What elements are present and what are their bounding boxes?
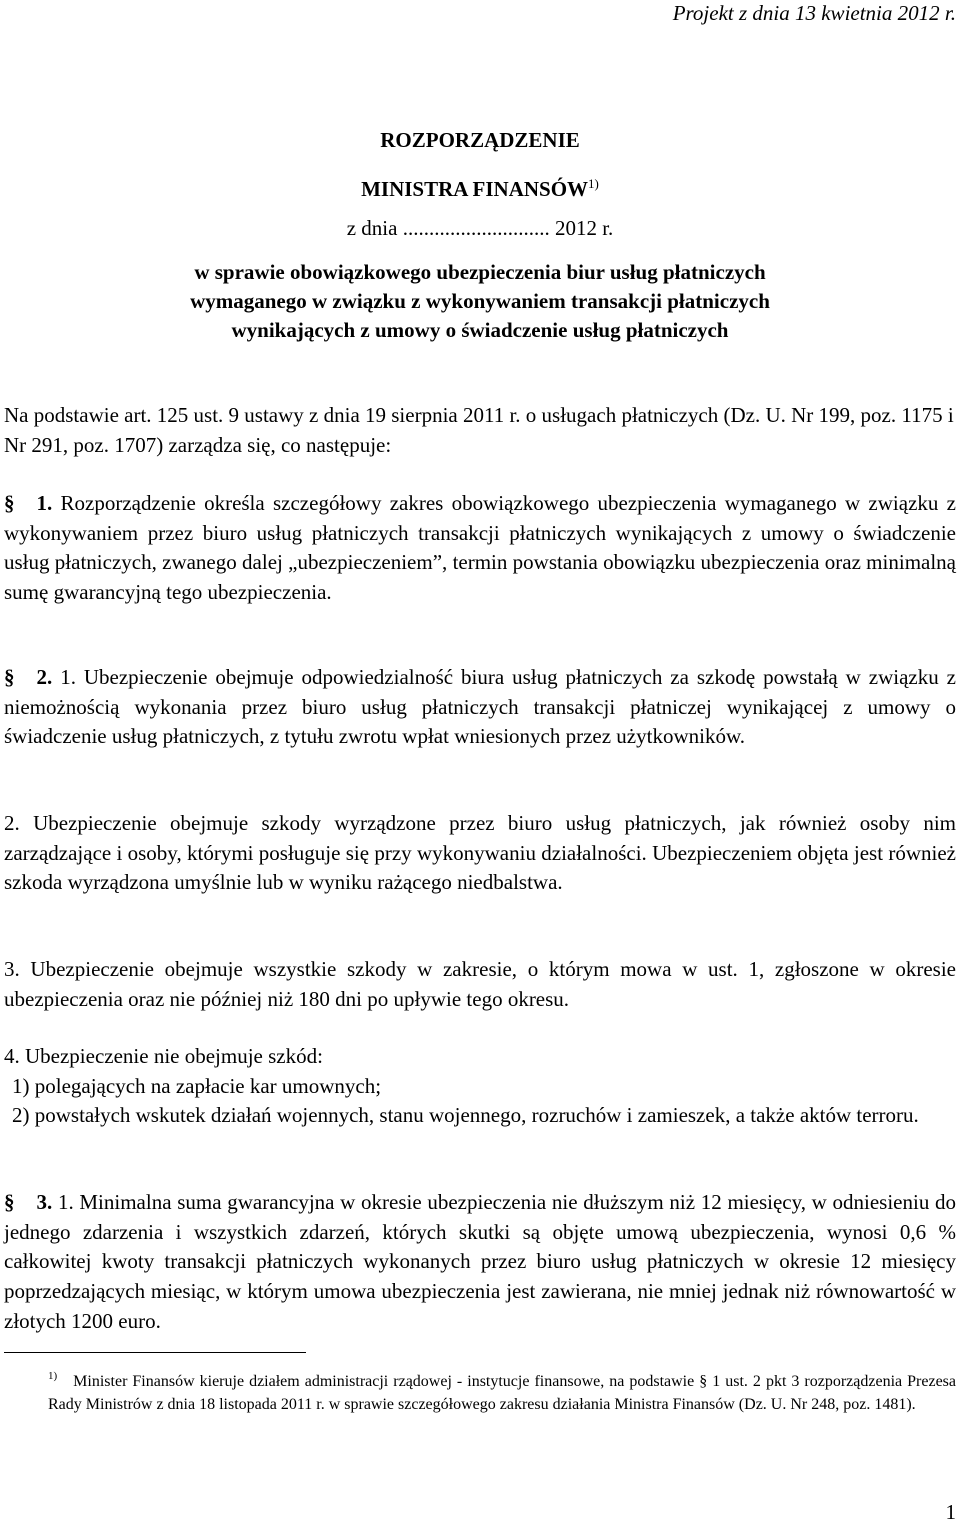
paragraph-text: 1. Minimalna suma gwarancyjna w okresie ubezpieczenia nie dłuższym niż 12 miesięcy, w odniesieniu do jednego zdarzenia i wszystkich zdarzeń, których skutki są objęte umową ubezpieczenia, wynosi 0,6 % całkowitej kwoty transakcji płatniczych wykonanych przez biuro usług płatniczych w okresie 12 miesięcy poprzedzających miesiąc, w którym umowa ubezpieczenia jest zawierana, nie mniej jednak niż równowartość w złotych 1200 euro.	[4, 1190, 957, 1333]
section-symbol: §	[4, 1190, 15, 1214]
paragraph-intro: 4. Ubezpieczenie nie obejmuje szkód:	[4, 1044, 323, 1068]
footnote	[48, 1365, 956, 1416]
section-marker	[4, 491, 52, 515]
document-type-title: ROZPORZĄDZENIE	[380, 128, 580, 152]
page-number: 1	[945, 1500, 956, 1524]
section-number: 2.	[36, 665, 53, 689]
section-2-paragraph-3	[4, 955, 956, 1014]
paragraph-text: 1. Ubezpieczenie obejmuje odpowiedzialność biura usług płatniczych za szkodę powstałą w związku z niemożnością wykonania przez biuro usług płatniczych transakcji płatniczej wynikającej z umowy o świadczenie usług płatniczych, z tytułu zwrotu wpłat wniesionych przez użytkowników.	[4, 665, 956, 749]
list-item: 1) polegających na zapłacie kar umownych;	[12, 1073, 382, 1098]
footnote-separator	[4, 1352, 306, 1353]
document-date: z dnia ............................ 2012 r.	[346, 216, 614, 240]
issuer-title	[0, 170, 960, 203]
subject-line: w sprawie obowiązkowego ubezpieczenia biur usług płatniczych	[194, 260, 766, 284]
section-number: 1.	[36, 491, 53, 515]
issuer-name: MINISTRA FINANSÓW	[361, 177, 589, 201]
subject-line: wynikających z umowy o świadczenie usług płatniczych	[231, 318, 729, 342]
document-subject	[0, 258, 960, 345]
paragraph-text: 2. Ubezpieczenie obejmuje szkody wyrządzone przez biuro usług płatniczych, jak również osoby nim zarządzające i osoby, którymi posługuje się przy wykonywaniu działalności. Ubezpieczeniem objęta jest również szkoda wyrządzona umyślnie lub w wyniku rażącego niedbalstwa.	[4, 811, 956, 895]
list-item: 2) powstałych wskutek działań wojennych, stanu wojennego, rozruchów i zamieszek, a także aktów terroru.	[12, 1103, 919, 1128]
section-text: Rozporządzenie określa szczegółowy zakres obowiązkowego ubezpieczenia wymaganego w związku z wykonywaniem przez biuro usług płatniczych transakcji płatniczych wynikających z umowy o świadczenie usług płatniczych, zwanego dalej „ubezpieczeniem”, termin powstania obowiązku ubezpieczenia oraz minimalną sumę gwarancyjną tego ubezpieczenia.	[4, 491, 956, 605]
section-1	[4, 489, 956, 608]
section-symbol: §	[4, 491, 15, 515]
paragraph-text: 3. Ubezpieczenie obejmuje wszystkie szkody w zakresie, o którym mowa w ust. 1, zgłoszone w okresie ubezpieczenia oraz nie później niż 180 dni po upływie tego okresu.	[4, 957, 956, 1011]
section-2-paragraph-4	[4, 1042, 956, 1131]
section-number: 3.	[36, 1190, 53, 1214]
section-symbol: §	[4, 665, 15, 689]
section-3	[4, 1188, 956, 1337]
subject-line: wymaganego w związku z wykonywaniem transakcji płatniczych	[190, 289, 770, 313]
footnote-reference: 1)	[588, 176, 599, 191]
footnote-marker: 1)	[48, 1370, 58, 1382]
section-marker	[4, 1190, 52, 1214]
project-note: Projekt z dnia 13 kwietnia 2012 r.	[672, 1, 956, 25]
footnote-text: Minister Finansów kieruje działem administracji rządowej - instytucje finansowe, na podstawie § 1 ust. 2 pkt 3 rozporządzenia Prezesa Rady Ministrów z dnia 18 listopada 2011 r. w sprawie szczegółowego zakresu działania Ministra Finansów (Dz. U. Nr 248, poz. 1481).	[48, 1373, 956, 1413]
section-marker	[4, 665, 52, 689]
legal-basis: Na podstawie art. 125 ust. 9 ustawy z dnia 19 sierpnia 2011 r. o usługach płatniczych (Dz. U. Nr 199, poz. 1175 i Nr 291, poz. 1707) zarządza się, co następuje:	[4, 403, 954, 457]
section-2-paragraph-2	[4, 809, 956, 898]
section-2	[4, 663, 956, 752]
